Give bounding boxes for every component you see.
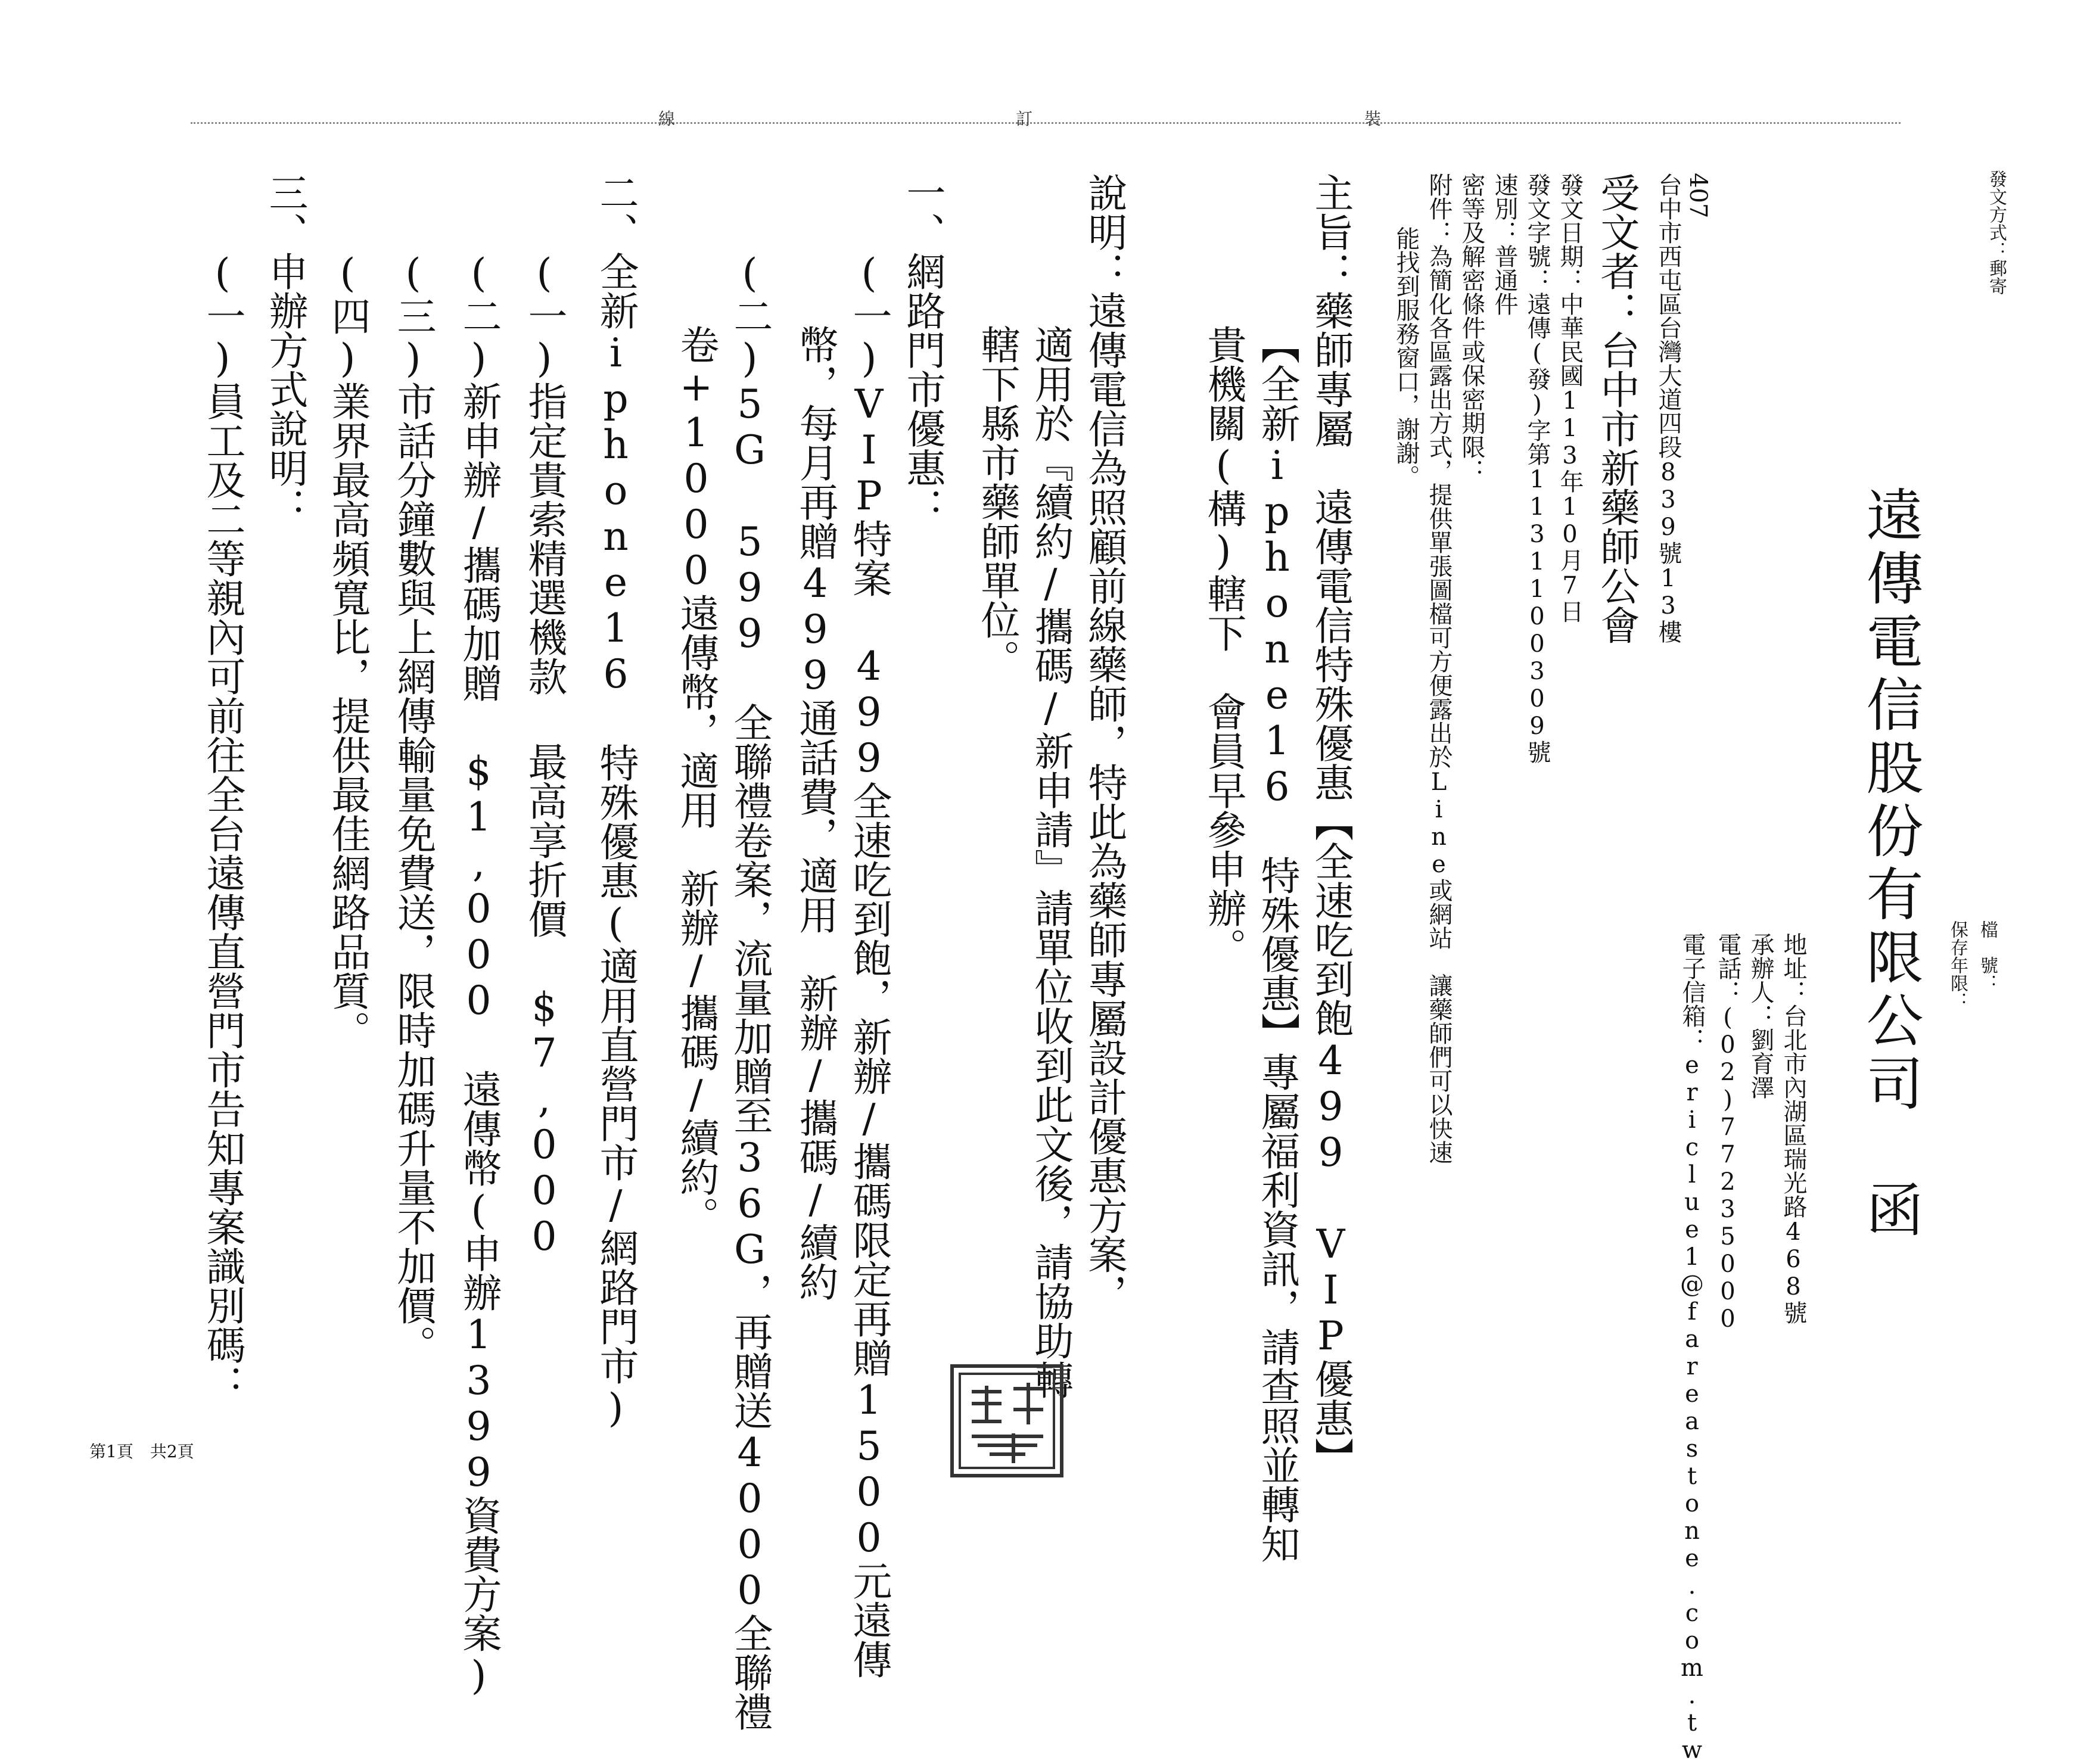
subject-line-3: 貴機關(構)轄下 會員早參申辦。 [1200, 325, 1246, 967]
contact-address: 地址：台北市內湖區瑞光路468號 [1780, 932, 1807, 1324]
binding-mark-ding: 訂 [1016, 109, 1033, 129]
archive-no: 檔 號： [1977, 920, 1998, 992]
attachment-line-1: 附件：為簡化各區露出方式，提供單張圖檔可方便露出於Line或網站 讓藥師們可以快速 [1425, 173, 1453, 1164]
section-3-item-1: (一)員工及二等親內可前往全台遠傳直營門市告知專案識別碼： [200, 250, 245, 1404]
recipient-zip: 407 [1684, 173, 1712, 219]
section-1-item-1-a: (一)VIP特案 499全速吃到飽，新辦/攜碼限定再贈1500元遠傳 [846, 250, 892, 1679]
section-2-title: 二、全新iphone16 特殊優惠(適用直營門市/網路門市) [593, 173, 639, 1431]
seal-stamp [950, 1364, 1063, 1477]
section-2-item-4: (四)業界最高頻寬比，提供最佳網路品質。 [325, 250, 371, 1050]
retention-period: 保存年限： [1947, 920, 1968, 1010]
subject-line-2: 【全新iphone16 特殊優惠】專屬福利資訊，請查照並轉知 [1254, 325, 1300, 1563]
contact-phone: 電話：(02)77235000 [1714, 932, 1741, 1333]
company-title: 遠傳電信股份有限公司 函 [1857, 486, 1924, 1243]
subject-line-1: 主旨：藥師專屬 遠傳電信特殊優惠【全速吃到飽499 VIP優惠】 [1308, 173, 1354, 1477]
binding-line [191, 122, 1901, 124]
speed-class: 速別：普通件 [1491, 173, 1518, 316]
seal-stamp-graphic [954, 1368, 1060, 1474]
recipient-address: 台中市西屯區台灣大道四段839號13樓 [1654, 173, 1682, 643]
explanation-line-1: 說明：遠傳電信為照顧前線藥師，特此為藥師專屬設計優惠方案， [1081, 173, 1127, 1313]
section-1-item-2-b: 卷+1000遠傳幣，適用 新辦/攜碼/續約。 [673, 325, 719, 1236]
delivery-method: 發文方式：郵寄 [1986, 170, 2007, 295]
recipient-name: 受文者：台中市新藥師公會 [1594, 173, 1640, 645]
page-number: 第1頁 共2頁 [89, 1442, 194, 1461]
explanation-line-2: 適用於『續約/攜碼/新申請』請單位收到此文後，請協助轉 [1028, 325, 1074, 1399]
section-1-item-1-b: 幣，每月再贈499通話費，適用 新辦/攜碼/續約 [792, 325, 838, 1301]
section-2-item-2: (二)新申辦/攜碼加贈 $1,000 遠傳幣(申辦1399資費方案) [456, 250, 502, 1698]
section-3-title: 三、申辦方式說明： [262, 173, 308, 527]
secrecy-level: 密等及解密條件或保密期限： [1458, 173, 1485, 483]
section-2-item-1: (一)指定貴索精選機款 最高享折價 $7,000 [521, 250, 567, 1259]
issue-date: 發文日期：中華民國113年10月7日 [1556, 173, 1584, 623]
contact-handler: 承辦人：劉育澤 [1747, 932, 1774, 1099]
section-1-item-2-a: (二)5G 599 全聯禮卷案，流量加贈至36G，再贈送4000全聯禮 [727, 250, 773, 1731]
contact-email: 電子信箱：ericlue1@fareastone.com.tw [1678, 932, 1706, 1764]
attachment-line-2: 能找到服務窗口，謝謝。 [1392, 226, 1420, 489]
binding-mark-zhuang: 裝 [1364, 109, 1382, 129]
section-2-item-3: (三)市話分鐘數與上網傳輸量免費送，限時加碼升量不加價。 [390, 250, 436, 1364]
reference-no: 發文字號：遠傳(發)字第1131100309號 [1523, 173, 1551, 764]
explanation-line-3: 轄下縣市藥師單位。 [974, 325, 1020, 679]
binding-mark-xian: 線 [658, 109, 676, 129]
section-1-title: 一、網路門市優惠： [900, 173, 946, 527]
